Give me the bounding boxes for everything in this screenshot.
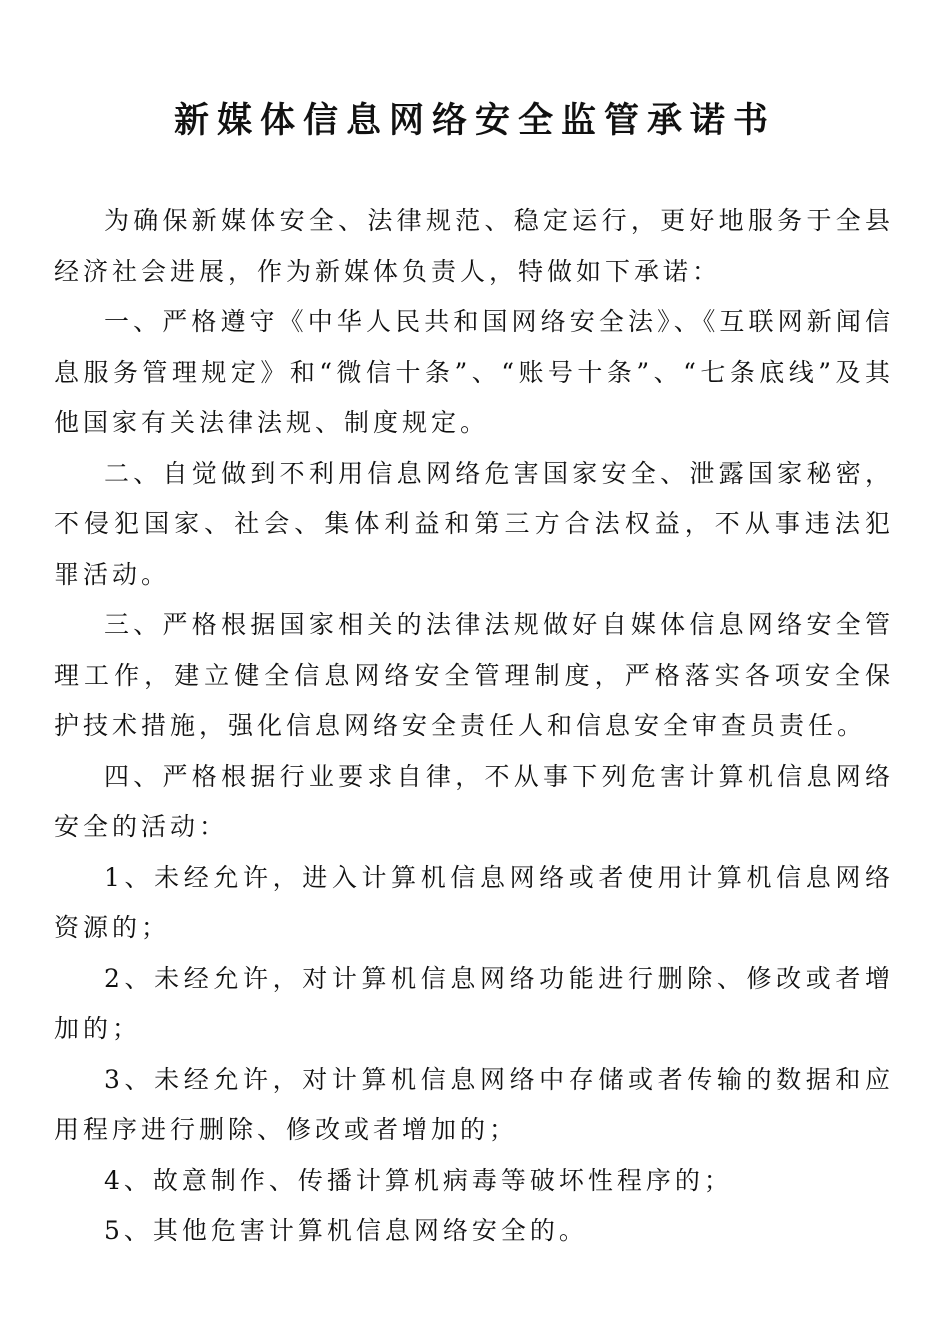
document-body [54,196,894,1257]
commitment-item-3: 三、严格根据国家相关的法律法规做好自媒体信息网络安全管理工作，建立健全信息网络安全管理制度，严格落实各项安全保护技术措施，强化信息网络安全责任人和信息安全审查员责任。 [54,610,894,740]
prohibited-activity-1: 1、未经允许，进入计算机信息网络或者使用计算机信息网络资源的； [54,862,894,942]
prohibited-activity-2: 2、未经允许，对计算机信息网络功能进行删除、修改或者增加的； [54,963,894,1043]
commitment-item-2: 二、自觉做到不利用信息网络危害国家安全、泄露国家秘密，不侵犯国家、社会、集体利益和第三方合法权益，不从事违法犯罪活动。 [54,458,894,589]
prohibited-activity-5: 5、其他危害计算机信息网络安全的。 [104,1216,588,1245]
commitment-item-4: 四、严格根据行业要求自律，不从事下列危害计算机信息网络安全的活动： [54,761,894,841]
prohibited-activity-3: 3、未经允许，对计算机信息网络中存储或者传输的数据和应用程序进行删除、修改或者增加的； [54,1064,894,1144]
intro-paragraph: 为确保新媒体安全、法律规范、稳定运行，更好地服务于全县经济社会进展，作为新媒体负责人，特做如下承诺： [54,206,894,286]
document-title: 新媒体信息网络安全监管承诺书 [173,100,776,141]
prohibited-activity-4: 4、故意制作、传播计算机病毒等破坏性程序的； [104,1165,733,1195]
commitment-item-1: 一、严格遵守《中华人民共和国网络安全法》、《互联网新闻信息服务管理规定》和“微信十条”、“账号十条”、“七条底线”及其他国家有关法律法规、制度规定。 [54,307,894,437]
